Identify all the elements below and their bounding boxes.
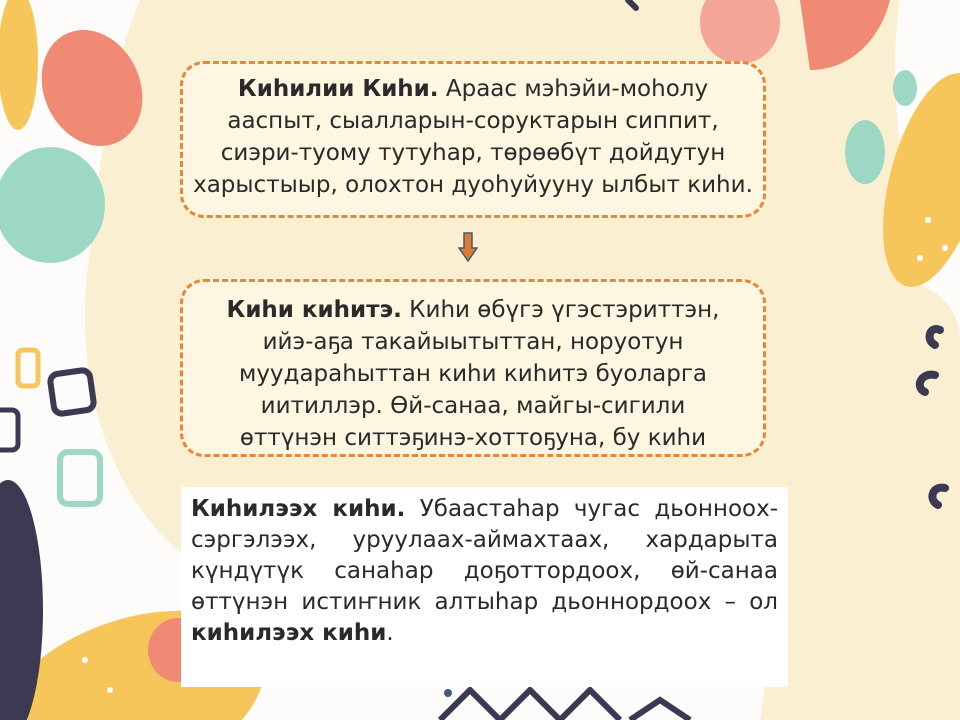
- navy-blob-bottom-left: [0, 480, 43, 720]
- square-outline-4: [18, 350, 38, 386]
- square-outline-3: [0, 410, 18, 450]
- box1-term: Киһилии Киһи.: [237, 76, 439, 102]
- definition-box-kihi-kihite: [180, 279, 766, 457]
- box2-text: Киһи өбүгэ үгэстэриттэн, ийэ-аҕа такайыытыттан, норуотун муудараһыттан киһи киһитэ буоларга иитиллэр. Өй-санаа, майгы-сигили өттүнэн ситтэҕинэ-хоттоҕуна, бу киһи: [238, 297, 720, 451]
- box1-text: Араас мэһэйи-моһолу ааспыт, сыалларын-соруктарын сиппит, сиэри-туому тутуһар, төрөөбүт дойдутун харыстыыр, олохтон дуоһуйууну ылбыт киһи.: [193, 76, 753, 198]
- yellow-blob-left: [0, 0, 38, 130]
- mint-blob-right: [845, 120, 885, 184]
- definition-box-kihilii-kihi: [180, 61, 766, 218]
- box3-term-end: киһилээх киһи: [191, 620, 387, 646]
- box3-text: Убаастаһар чугас дьонноох-сэргэлээх, уруулаах-аймахтаах, хардарыта күндүтүк санаһар доҕоттордоох, өй-санаа өттүнэн истиҥник алтыһар дьоннордоох – ол: [191, 496, 778, 615]
- zigzag-bottom-2: [630, 700, 690, 720]
- square-outline-2: [60, 452, 100, 504]
- dot-1: [925, 217, 931, 223]
- dot-5: [107, 687, 113, 693]
- box3-term: Киһилээх киһи.: [191, 496, 406, 522]
- mint-blob-right-small: [893, 70, 917, 106]
- zigzag-bottom: [440, 690, 620, 720]
- definition-panel-kihileeh-kihi: [181, 487, 788, 687]
- mint-blob-left: [0, 147, 105, 263]
- dot-2: [942, 245, 948, 251]
- square-outline-1: [49, 369, 94, 414]
- down-arrow-icon: [458, 232, 478, 262]
- dot-4: [82, 657, 88, 663]
- box2-term: Киһи киһитэ.: [226, 297, 402, 323]
- dot-3: [917, 255, 923, 261]
- navy-dot: [444, 689, 452, 697]
- box3-end-punct: .: [386, 620, 394, 646]
